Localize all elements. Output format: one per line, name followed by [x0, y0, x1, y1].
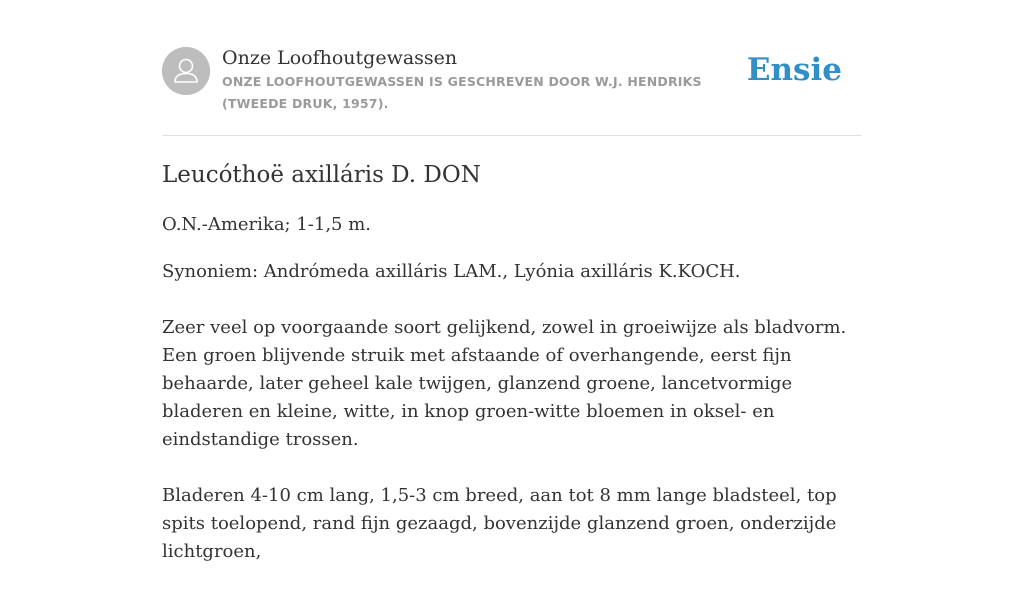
entry-origin: O.N.-Amerika; 1-1,5 m. [162, 214, 372, 235]
entry-title: Leucóthoë axilláris D. DON [162, 162, 481, 188]
entry-content [162, 158, 862, 594]
entry-description: Zeer veel op voorgaande soort gelijkend, zowel in groeiwijze als bladvorm. Een groen blijvende struik met afstaande of overhangende, eerst fijn behaarde, later geheel kale twijgen, glanzend groene, lancetvormige bladeren en kleine, witte, in knop groen-witte bloemen in oksel- en eindstandige trossen. [162, 317, 847, 450]
entry-synonyms: Synoniem: Andrómeda axilláris LAM., Lyónia axilláris K.KOCH. [162, 261, 741, 282]
ensie-logo[interactable]: Ensie [746, 52, 842, 88]
entry-leaves: Bladeren 4-10 cm lang, 1,5-3 cm breed, aan tot 8 mm lange bladsteel, top spits toelopend, rand fijn gezaagd, bovenzijde glanzend groen, onderzijde lichtgroen, [162, 485, 837, 562]
user-avatar-icon [162, 47, 210, 95]
source-header [162, 46, 862, 136]
source-subtitle: ONZE LOOFHOUTGEWASSEN IS GESCHREVEN DOOR W.J. HENDRIKS (TWEEDE DRUK, 1957). [222, 74, 702, 111]
header-divider [162, 135, 862, 136]
source-title[interactable]: Onze Loofhoutgewassen [222, 47, 458, 69]
